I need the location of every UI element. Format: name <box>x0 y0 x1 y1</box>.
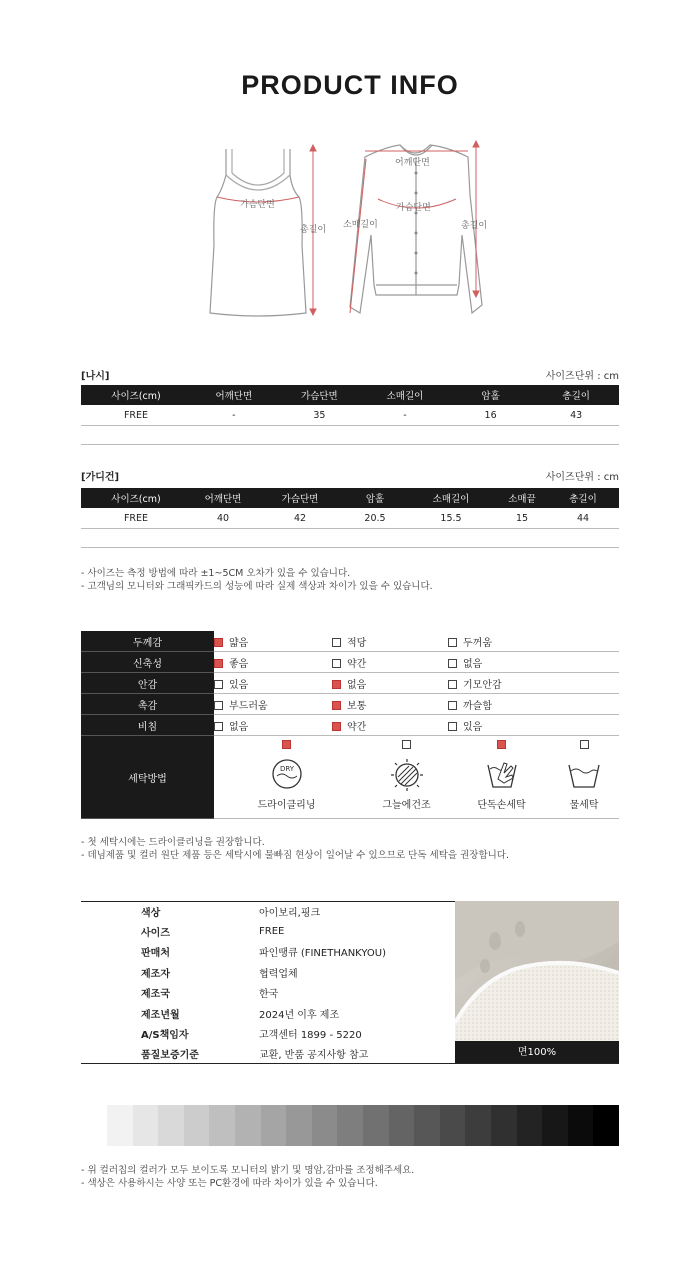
column-header: 가슴단면 <box>255 488 345 508</box>
checkbox <box>332 659 341 668</box>
checkbox <box>282 740 291 749</box>
fabric-photo <box>455 901 619 1041</box>
washing-row <box>81 736 619 819</box>
dry-clean-icon <box>270 757 304 791</box>
fabric-option-label: 보통 <box>347 700 367 712</box>
checkbox <box>214 638 223 647</box>
tank-length-label: 총길이 <box>300 225 327 235</box>
fabric-row-label: 두께감 <box>81 631 214 652</box>
tank-chest-label: 가슴단면 <box>240 200 275 210</box>
color-chip <box>542 1105 568 1146</box>
info-key: 사이즈 <box>141 928 170 940</box>
column-header: 총길이 <box>547 488 619 508</box>
checkbox <box>448 722 457 731</box>
fabric-option-label: 있음 <box>229 679 249 691</box>
material-label: 면100% <box>455 1041 619 1064</box>
column-header: 사이즈(cm) <box>81 385 191 405</box>
fabric-option <box>332 715 448 736</box>
info-row <box>81 1003 455 1023</box>
table-row-empty <box>81 426 619 445</box>
info-row <box>81 942 455 962</box>
note-line: - 고객님의 모니터와 그래픽카드의 성능에 따라 실제 색상과 차이가 있을 수 있습니다. <box>81 581 433 592</box>
size-diagram <box>0 135 700 335</box>
info-key: 제조년월 <box>141 1009 180 1021</box>
table-cell: 44 <box>547 508 619 529</box>
column-header: 암홀 <box>345 488 405 508</box>
fabric-option <box>214 694 332 715</box>
color-chip <box>491 1105 517 1146</box>
table-cell: - <box>362 405 448 426</box>
table-cell: 16 <box>448 405 534 426</box>
fabric-option-label: 약간 <box>347 658 367 670</box>
water-wash-icon <box>566 757 602 791</box>
fabric-option <box>448 673 619 694</box>
column-header: 소매길이 <box>362 385 448 405</box>
color-chip <box>312 1105 338 1146</box>
checkbox <box>448 638 457 647</box>
fabric-row <box>81 694 619 715</box>
color-chip <box>235 1105 261 1146</box>
table-cell: FREE <box>81 508 191 529</box>
wash-method-hand <box>454 736 549 818</box>
table-cell: 15 <box>497 508 547 529</box>
info-row <box>81 962 455 982</box>
tank-top-illustration <box>210 149 306 316</box>
fabric-option-label: 없음 <box>229 721 249 733</box>
info-row <box>81 1023 455 1043</box>
washing-label: 세탁방법 <box>81 736 214 819</box>
product-info-list <box>81 901 455 1064</box>
checkbox <box>214 680 223 689</box>
note-line: - 데님제품 및 컬러 원단 제품 등은 세탁시에 물빠짐 현상이 일어날 수 있으므로 단독 세탁을 권장합니다. <box>81 850 510 861</box>
cardigan-sleeve-label: 소매길이 <box>343 220 378 230</box>
wash-method-shade <box>359 736 454 818</box>
color-chip <box>517 1105 543 1146</box>
info-key: 색상 <box>141 907 161 919</box>
column-header: 어깨단면 <box>191 385 277 405</box>
fabric-option <box>332 631 448 652</box>
cardigan-section-header <box>81 468 619 484</box>
fabric-option-label: 얇음 <box>229 637 249 649</box>
note-line: - 첫 세탁시에는 드라이클리닝을 권장합니다. <box>81 837 265 848</box>
wash-label: 단독손세탁 <box>477 800 526 811</box>
tank-label: [나시] <box>81 371 110 382</box>
fabric-option-label: 두꺼움 <box>463 637 492 649</box>
checkbox <box>497 740 506 749</box>
info-key: A/S책임자 <box>141 1030 189 1042</box>
info-row <box>81 983 455 1003</box>
shade-dry-icon <box>389 757 425 793</box>
column-header: 어깨단면 <box>191 488 255 508</box>
hand-wash-icon <box>484 757 520 791</box>
column-header: 소매끝 <box>497 488 547 508</box>
fabric-option-label: 없음 <box>463 658 483 670</box>
wash-method-dry <box>214 736 359 818</box>
color-chip <box>389 1105 415 1146</box>
color-chip <box>465 1105 491 1146</box>
column-header: 가슴단면 <box>277 385 363 405</box>
checkbox <box>580 740 589 749</box>
table-header-row <box>81 488 619 508</box>
fabric-option-label: 까슬함 <box>463 700 492 712</box>
info-value: 협력업체 <box>259 968 298 980</box>
fabric-option <box>332 652 448 673</box>
color-chip <box>184 1105 210 1146</box>
checkbox <box>214 701 223 710</box>
color-chip <box>286 1105 312 1146</box>
color-notes <box>81 1164 414 1190</box>
info-row <box>81 1044 455 1064</box>
color-chip <box>363 1105 389 1146</box>
fabric-row-label: 안감 <box>81 673 214 694</box>
checkbox <box>332 638 341 647</box>
fabric-option <box>214 652 332 673</box>
color-chip-bar <box>107 1105 619 1146</box>
fabric-option-label: 없음 <box>347 679 367 691</box>
fabric-option-label: 기모안감 <box>463 679 502 691</box>
table-cell: 35 <box>277 405 363 426</box>
checkbox <box>332 722 341 731</box>
checkbox <box>448 680 457 689</box>
divider <box>81 1063 619 1064</box>
color-chip <box>440 1105 466 1146</box>
fabric-option <box>214 631 332 652</box>
fabric-row <box>81 631 619 652</box>
fabric-option-label: 좋음 <box>229 658 249 670</box>
fabric-option <box>214 673 332 694</box>
table-cell: 20.5 <box>345 508 405 529</box>
info-key: 제조자 <box>141 968 170 980</box>
color-chip <box>107 1105 133 1146</box>
checkbox <box>214 659 223 668</box>
checkbox <box>332 701 341 710</box>
wash-notes <box>81 836 509 862</box>
tank-unit: 사이즈단위 : cm <box>545 371 619 382</box>
table-cell: - <box>191 405 277 426</box>
tank-section-header <box>81 367 619 383</box>
color-chip <box>158 1105 184 1146</box>
table-row <box>81 405 619 426</box>
checkbox <box>332 680 341 689</box>
fabric-option-label: 있음 <box>463 721 483 733</box>
wash-label: 그늘에건조 <box>382 800 431 811</box>
cardigan-unit: 사이즈단위 : cm <box>545 472 619 483</box>
note-line: - 사이즈는 측정 방법에 따라 ±1~5CM 오차가 있을 수 있습니다. <box>81 568 351 579</box>
tank-size-table <box>81 385 619 445</box>
info-value: 2024년 이후 제조 <box>259 1009 340 1021</box>
table-row-empty <box>81 529 619 548</box>
table-row <box>81 508 619 529</box>
fabric-option <box>448 715 619 736</box>
fabric-row-label: 촉감 <box>81 694 214 715</box>
page-title: PRODUCT INFO <box>241 70 459 100</box>
checkbox <box>402 740 411 749</box>
product-info-block <box>81 901 619 1064</box>
cardigan-shoulder-label: 어깨단면 <box>395 158 430 168</box>
color-chip <box>133 1105 159 1146</box>
fabric-option <box>448 694 619 715</box>
fabric-row-label: 비침 <box>81 715 214 736</box>
fabric-row <box>81 673 619 694</box>
info-key: 판매처 <box>141 948 170 960</box>
fabric-option-label: 부드러움 <box>229 700 268 712</box>
cardigan-label: [가디건] <box>81 472 120 483</box>
column-header: 암홀 <box>448 385 534 405</box>
info-value: FREE <box>259 926 285 938</box>
info-key: 제조국 <box>141 989 170 1001</box>
fabric-option <box>332 673 448 694</box>
wash-label: 물세탁 <box>569 800 599 811</box>
color-chip <box>568 1105 594 1146</box>
fabric-option-label: 약간 <box>347 721 367 733</box>
table-cell: 43 <box>533 405 619 426</box>
color-chip <box>414 1105 440 1146</box>
table-cell: 42 <box>255 508 345 529</box>
cardigan-chest-label: 가슴단면 <box>396 203 431 213</box>
fabric-option-label: 적당 <box>347 637 367 649</box>
table-header-row <box>81 385 619 405</box>
column-header: 소매길이 <box>405 488 497 508</box>
fabric-row-label: 신축성 <box>81 652 214 673</box>
column-header: 총길이 <box>533 385 619 405</box>
checkbox <box>214 722 223 731</box>
size-notes <box>81 567 433 593</box>
color-chip <box>209 1105 235 1146</box>
fabric-info-table <box>81 631 619 819</box>
info-value: 교환, 반품 공지사항 참고 <box>259 1050 369 1062</box>
note-line: - 색상은 사용하시는 사양 또는 PC환경에 따라 차이가 있을 수 있습니다. <box>81 1178 378 1189</box>
dry-icon-text: DRY <box>279 765 294 773</box>
fabric-option <box>448 631 619 652</box>
info-value: 아이보리,핑크 <box>259 907 321 919</box>
cardigan-length-label: 총길이 <box>461 221 488 231</box>
color-chip <box>593 1105 619 1146</box>
cardigan-size-table <box>81 488 619 548</box>
fabric-option <box>448 652 619 673</box>
table-cell: FREE <box>81 405 191 426</box>
info-value: 파인땡큐 (FINETHANKYOU) <box>259 948 387 960</box>
info-value: 한국 <box>259 989 279 1001</box>
color-chip <box>337 1105 363 1146</box>
info-row <box>81 901 455 921</box>
info-value: 고객센터 1899 - 5220 <box>259 1030 362 1042</box>
table-cell: 15.5 <box>405 508 497 529</box>
fabric-row <box>81 715 619 736</box>
checkbox <box>448 659 457 668</box>
wash-label: 드라이클리닝 <box>257 800 316 811</box>
table-cell: 40 <box>191 508 255 529</box>
column-header: 사이즈(cm) <box>81 488 191 508</box>
info-key: 품질보증기준 <box>141 1050 199 1062</box>
fabric-option <box>214 715 332 736</box>
info-row <box>81 921 455 941</box>
fabric-row <box>81 652 619 673</box>
color-chip <box>261 1105 287 1146</box>
wash-method-water <box>549 736 619 818</box>
fabric-option <box>332 694 448 715</box>
checkbox <box>448 701 457 710</box>
note-line: - 위 컬러칩의 컬러가 모두 보이도록 모니터의 밝기 및 명암,감마를 조정해주세요. <box>81 1165 415 1176</box>
